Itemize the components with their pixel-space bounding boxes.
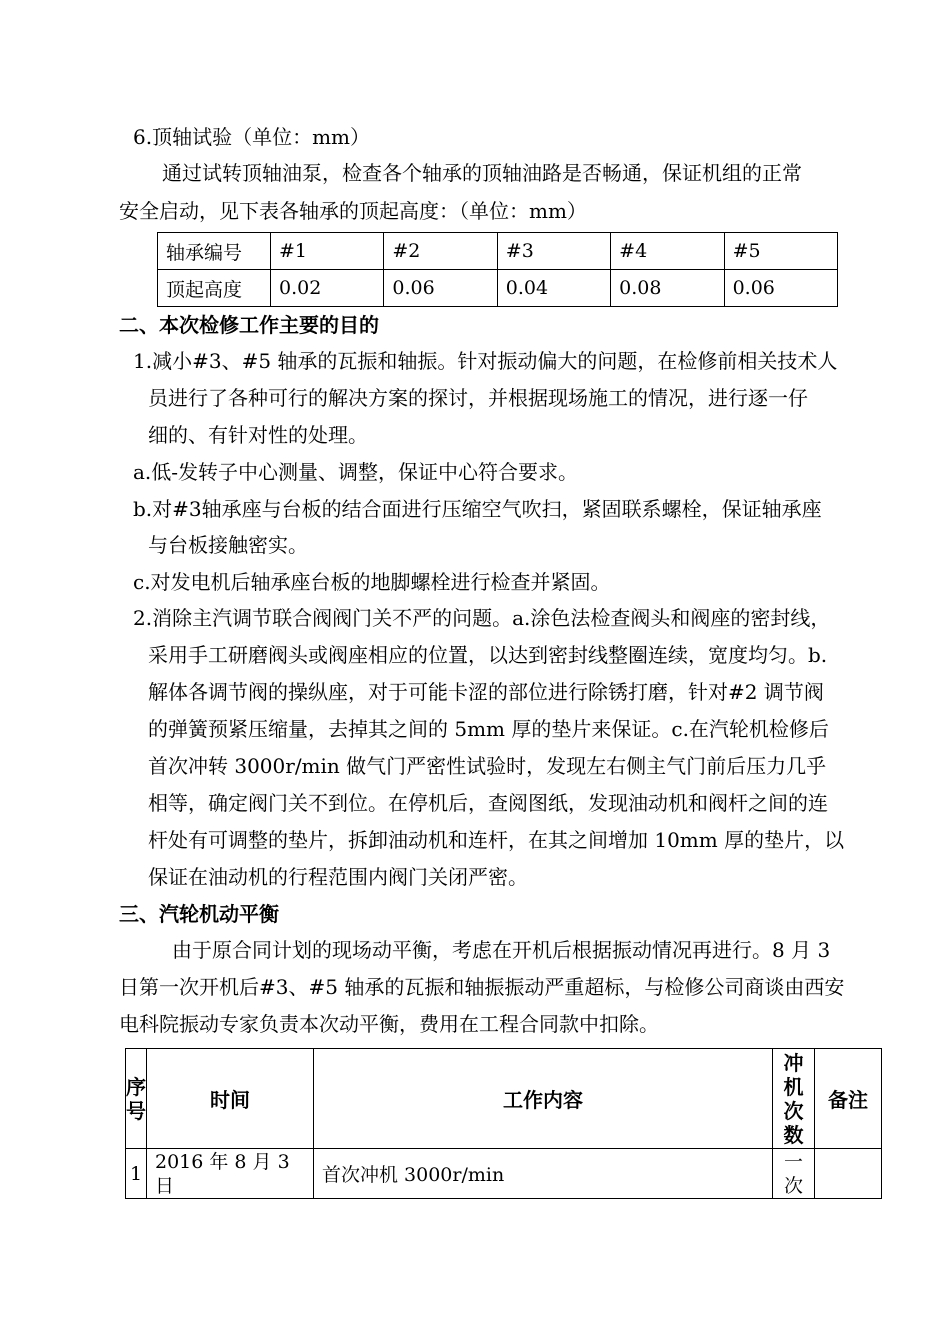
body-line: 采用手工研磨阀头或阀座相应的位置，以达到密封线整圈连续，宽度均匀。b.	[148, 643, 828, 667]
cell-remark	[815, 1149, 882, 1199]
section2-heading: 二、本次检修工作主要的目的	[119, 313, 379, 337]
cell-seq: 1	[126, 1149, 147, 1199]
section3-heading: 三、汽轮机动平衡	[119, 902, 279, 926]
header-content: 工作内容	[314, 1049, 773, 1149]
table-cell: #5	[724, 233, 837, 270]
bearing-height-table	[157, 232, 838, 307]
header-seq: 序 号	[126, 1049, 147, 1149]
body-line: 相等，确定阀门关不到位。在停机后，查阅图纸，发现油动机和阀杆之间的连	[148, 791, 828, 815]
cell-count: 一 次	[773, 1149, 815, 1199]
body-line: 保证在油动机的行程范围内阀门关闭严密。	[148, 865, 528, 889]
table-cell: #4	[611, 233, 724, 270]
body-line: 杆处有可调整的垫片，拆卸油动机和连杆，在其之间增加 10mm 厚的垫片，以	[148, 828, 845, 852]
table-cell: 顶起高度	[158, 270, 271, 307]
table-row	[126, 1149, 882, 1199]
work-log-table	[125, 1048, 882, 1199]
body-line: 解体各调节阀的操纵座，对于可能卡涩的部位进行除锈打磨，针对#2 调节阀	[148, 680, 824, 704]
section6-para-line2: 安全启动，见下表各轴承的顶起高度：（单位：mm）	[119, 199, 587, 223]
table-cell: 0.04	[497, 270, 610, 307]
body-line: 首次冲转 3000r/min 做气门严密性试验时，发现左右侧主气门前后压力几乎	[148, 754, 827, 778]
table-header-row	[126, 1049, 882, 1149]
body-line: 2.消除主汽调节联合阀阀门关不严的问题。a.涂色法检查阀头和阀座的密封线，	[133, 606, 831, 630]
cell-content: 首次冲机 3000r/min	[314, 1149, 773, 1199]
body-line: a.低-发转子中心测量、调整，保证中心符合要求。	[133, 460, 579, 484]
table-cell: #1	[271, 233, 384, 270]
header-time: 时间	[147, 1049, 314, 1149]
table-row	[158, 233, 838, 270]
table-cell: 0.06	[384, 270, 497, 307]
table-cell: 0.02	[271, 270, 384, 307]
section6-title: 6.顶轴试验（单位：mm）	[133, 125, 371, 149]
table-cell: #3	[497, 233, 610, 270]
body-line: 日第一次开机后#3、#5 轴承的瓦振和轴振振动严重超标，与检修公司商谈由西安	[119, 975, 845, 999]
body-line: 由于原合同计划的现场动平衡，考虑在开机后根据振动情况再进行。8 月 3	[172, 938, 831, 962]
body-line: 的弹簧预紧压缩量，去掉其之间的 5mm 厚的垫片来保证。c.在汽轮机检修后	[148, 717, 829, 741]
table-cell: 0.06	[724, 270, 837, 307]
body-line: b.对#3轴承座与台板的结合面进行压缩空气吹扫，紧固联系螺栓，保证轴承座	[133, 497, 822, 521]
table-row	[158, 270, 838, 307]
body-line: c.对发电机后轴承座台板的地脚螺栓进行检查并紧固。	[133, 570, 611, 594]
table-cell: 轴承编号	[158, 233, 271, 270]
table-cell: #2	[384, 233, 497, 270]
body-line: 细的、有针对性的处理。	[148, 423, 368, 447]
section6-para-line1: 通过试转顶轴油泵，检查各个轴承的顶轴油路是否畅通，保证机组的正常	[162, 161, 802, 185]
body-line: 与台板接触密实。	[148, 533, 308, 557]
header-count: 冲 机 次 数	[773, 1049, 815, 1149]
cell-time: 2016 年 8 月 3 日	[147, 1149, 314, 1199]
body-line: 1.减小#3、#5 轴承的瓦振和轴振。针对振动偏大的问题，在检修前相关技术人	[133, 349, 838, 373]
table-cell: 0.08	[611, 270, 724, 307]
header-remark: 备注	[815, 1049, 882, 1149]
body-line: 电科院振动专家负责本次动平衡，费用在工程合同款中扣除。	[119, 1012, 659, 1036]
body-line: 员进行了各种可行的解决方案的探讨，并根据现场施工的情况，进行逐一仔	[148, 386, 808, 410]
